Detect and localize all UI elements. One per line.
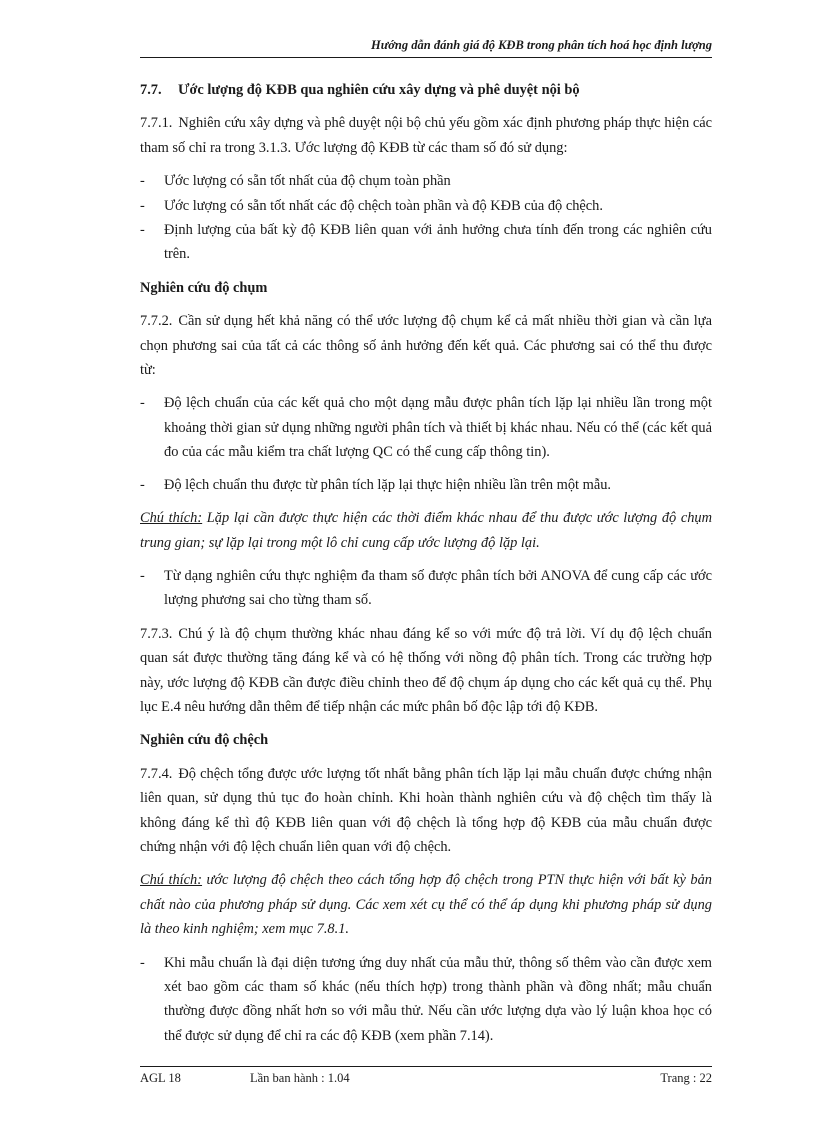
section-title: Ước lượng độ KĐB qua nghiên cứu xây dựng và phê duyệt nội bộ <box>178 82 580 98</box>
note-label: Chú thích: <box>140 872 203 889</box>
note-precision <box>140 506 712 555</box>
paragraph-text: Nghiên cứu xây dựng và phê duyệt nội bộ chủ yếu gồm xác định phương pháp thực hiện các tham số chỉ ra trong 3.1.3. Ước lượng độ KĐB từ các tham số đó sử dụng: <box>140 115 712 156</box>
section-number: 7.7. <box>140 82 162 98</box>
note-text: ước lượng độ chệch theo cách tổng hợp độ chệch trong PTN thực hiện với bất kỳ bản chất nào của phương pháp sử dụng. Các xem xét cụ thể có thể áp dụng khi phương pháp sử dụng là theo kinh nghiệm; xem mục 7.8.1. <box>140 872 713 938</box>
list-item: - Ước lượng có sẵn tốt nhất các độ chệch toàn phần và độ KĐB của độ chệch. <box>140 197 603 214</box>
paragraph-number: 7.7.3. <box>140 625 173 642</box>
bullet-list <box>140 169 712 267</box>
list-item: - Độ lệch chuẩn thu được từ phân tích lặp lại thực hiện nhiều lần trên một mẫu. <box>140 476 612 493</box>
note-text: Lặp lại cần được thực hiện các thời điểm khác nhau để thu được ước lượng độ chụm trung gian; sự lặp lại trong một lô chỉ cung cấp ước lượng độ lặp lại. <box>140 510 712 551</box>
page-content <box>140 78 712 1057</box>
section-heading <box>140 78 712 102</box>
paragraph-text: Chú ý là độ chụm thường khác nhau đáng kể so với mức độ trả lời. Ví dụ độ lệch chuẩn quan sát được thường tăng đáng kể và có hệ thống với nồng độ phân tích. Trong các trường hợp này, ước lượng độ KĐB cần được điều chỉnh theo để độ chụm áp dụng cho các kết quả cụ thể. Phụ lục E.4 nêu hướng dẫn thêm để tiếp nhận các mức phân bố độc lập tới độ KĐB. <box>140 625 712 715</box>
list-item: - Độ lệch chuẩn của các kết quả cho một dạng mẫu được phân tích lặp lại nhiều lần trong một khoảng thời gian sử dụng những người phân tích và thiết bị khác nhau. Nếu có thể (các kết quả đo của các mẫu kiểm tra chất lượng QC có thể cung cấp thông tin). <box>140 395 712 461</box>
document-code: AGL 18 <box>140 1071 181 1085</box>
paragraph-text: Độ chệch tổng được ước lượng tốt nhất bằng phân tích lặp lại mẫu chuẩn được chứng nhận liên quan, sử dụng thủ tục đo hoàn chỉnh. Khi hoàn thành nghiên cứu và độ chệch tìm thấy là không đáng kể thì độ KĐB liên quan với độ chệch là tổng hợp độ KĐB của mẫu chuẩn được chứng nhận với độ lệch chuẩn liên quan với độ chệch. <box>140 765 712 855</box>
paragraph-number: 7.7.1. <box>140 115 173 132</box>
running-header: Hướng dẫn đánh giá độ KĐB trong phân tích hoá học định lượng <box>140 38 712 58</box>
bullet-list <box>140 564 712 613</box>
page-number: Trang : 22 <box>660 1071 712 1085</box>
note-bias <box>140 868 712 941</box>
page-footer <box>140 1066 712 1086</box>
subheading-precision: Nghiên cứu độ chụm <box>140 279 268 296</box>
paragraph-7-7-4 <box>140 762 712 860</box>
note-label: Chú thích: <box>140 510 203 527</box>
list-item: - Định lượng của bất kỳ độ KĐB liên quan với ảnh hưởng chưa tính đến trong các nghiên cứu trên. <box>140 222 712 263</box>
bullet-list <box>140 391 712 497</box>
paragraph-text: Cần sử dụng hết khả năng có thể ước lượng độ chụm kể cả mất nhiều thời gian và cần lựa chọn phương sai của tất cả các thông số ảnh hưởng đến kết quả. Các phương sai có thể thu được từ: <box>140 313 712 379</box>
list-item: - Ước lượng có sẵn tốt nhất của độ chụm toàn phần <box>140 173 451 190</box>
bullet-list <box>140 951 712 1049</box>
list-item: - Khi mẫu chuẩn là đại diện tương ứng duy nhất của mẫu thử, thông số thêm vào cần được xem xét bao gồm các tham số khác (nếu thích hợp) trong thành phần và đồng nhất; mẫu chuẩn thường được đồng nhất hơn so với mẫu thử. Nếu cần ước lượng dựa vào lý luận khoa học có thể được sử dụng để chỉ ra các độ KĐB (xem phần 7.14). <box>140 954 712 1044</box>
paragraph-7-7-2 <box>140 309 712 382</box>
paragraph-number: 7.7.2. <box>140 313 173 330</box>
list-item: - Từ dạng nghiên cứu thực nghiệm đa tham số được phân tích bởi ANOVA để cung cấp các ước lượng phương sai cho từng tham số. <box>140 567 712 609</box>
paragraph-7-7-3 <box>140 622 712 720</box>
subheading-bias: Nghiên cứu độ chệch <box>140 732 269 749</box>
paragraph-number: 7.7.4. <box>140 765 173 782</box>
revision-label: Lần ban hành : 1.04 <box>250 1071 350 1085</box>
paragraph-7-7-1 <box>140 111 712 160</box>
